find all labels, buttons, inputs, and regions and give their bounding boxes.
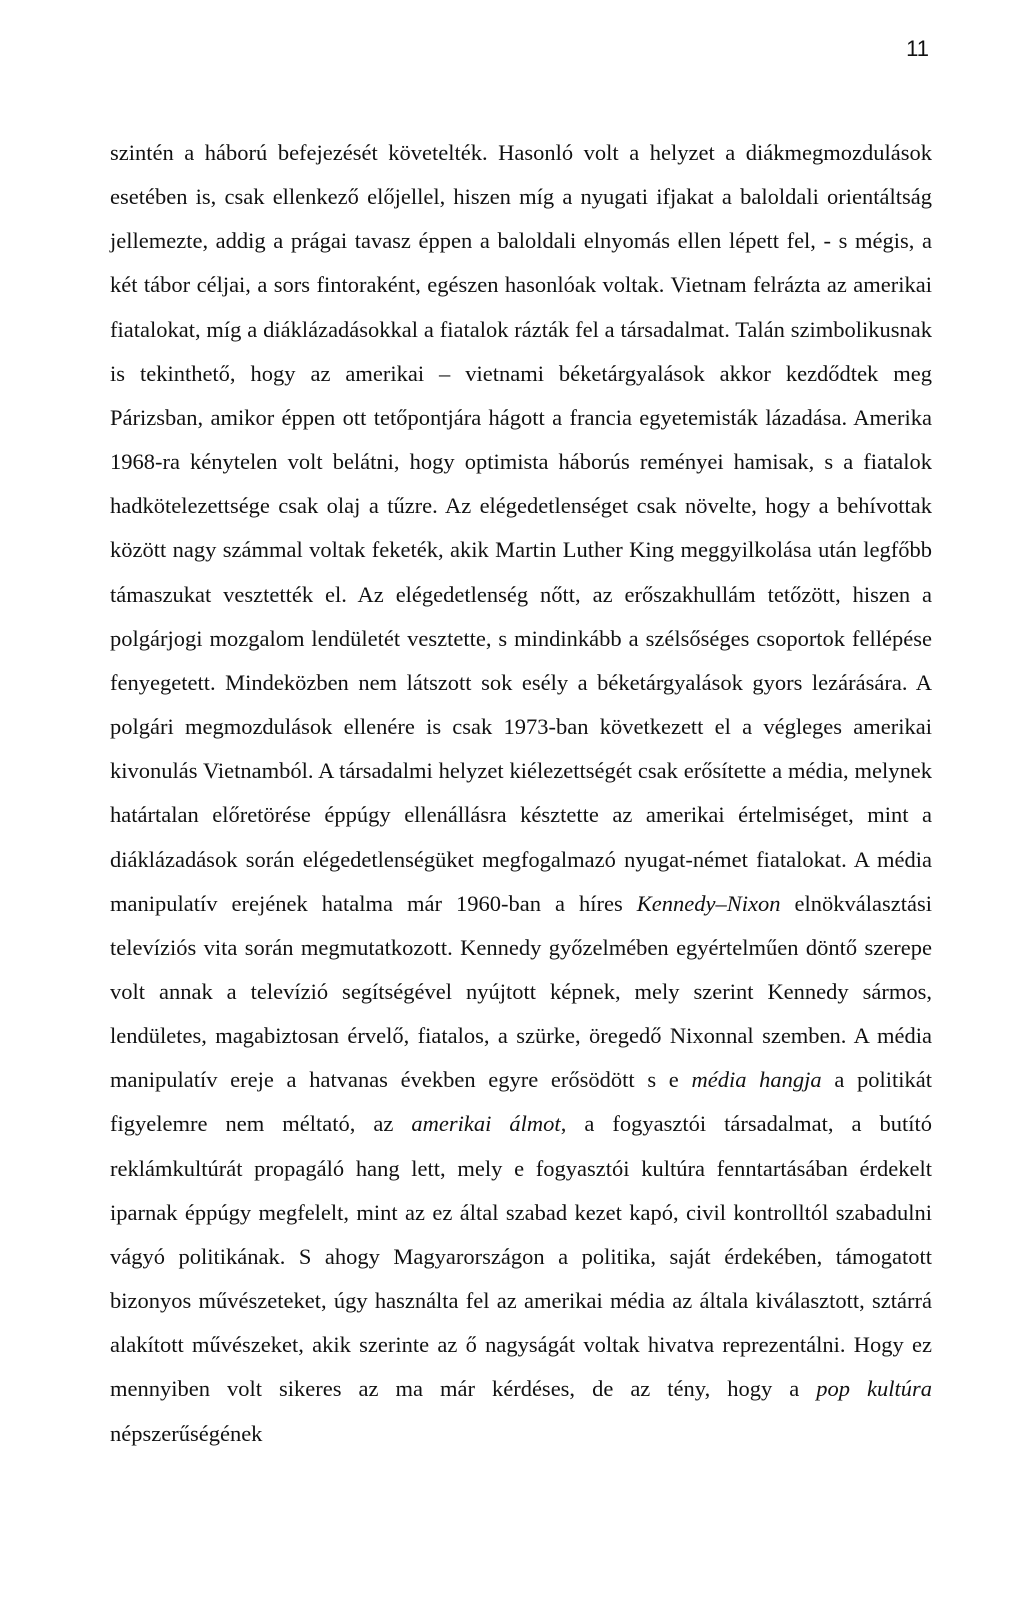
page-number: 11 (906, 36, 929, 61)
body-paragraph (110, 131, 932, 1456)
italic-phrase: média hangja (691, 1067, 822, 1093)
text-segment: szintén a háború befejezését követelték. Hasonló volt a helyzet a diákmegmozdulások esetében is, csak ellenkező előjellel, hiszen míg a nyugati ifjakat a baloldali orientáltság jellemezte, addig a prágai tavasz éppen a baloldali elnyomás ellen lépett fel, - s mégis, a két tábor céljai, a sors fintoraként, egészen hasonlóak voltak. Vietnam felrázta az amerikai fiatalokat, míg a diáklázadásokkal a fiatalok rázták fel a társadalmat. Talán szimbolikusnak is tekinthető, hogy az amerikai – vietnami béketárgyalások akkor kezdődtek meg Párizsban, amikor éppen ott tetőpontjára hágott a francia egyetemisták lázadása. Amerika 1968-ra kénytelen volt belátni, hogy optimista háborús reményei hamisak, s a fiatalok hadkötelezettsége csak olaj a tűzre. Az elégedetlenséget csak növelte, hogy a behívottak között nagy számmal voltak feketék, akik Martin Luther King meggyilkolása után legfőbb támaszukat vesztették el. Az elégedetlenség nőtt, az erőszakhullám tetőzött, hiszen a polgárjogi mozgalom lendületét vesztette, s mindinkább a szélsőséges csoportok fellépése fenyegetett. Mindeközben nem látszott sok esély a béketárgyalások gyors lezárására. A polgári megmozdulások ellenére is csak 1973-ban következett el a végleges amerikai kivonulás Vietnamból. A társadalmi helyzet kiélezettségét csak erősítette a média, melynek határtalan előretörése éppúgy ellenállásra késztette az amerikai értelmiséget, mint a diáklázadások során elégedetlenségüket megfogalmazó nyugat-német fiatalokat. A média manipulatív erejének hatalma már 1960-ban a híres (110, 140, 932, 916)
text-segment: a politikát figyelemre nem méltató, az (110, 1067, 933, 1137)
text-segment: , a fogyasztói társadalmat, a butító reklámkultúrát propagáló hang lett, mely e fogyasztói kultúra fenntartásában érdekelt iparnak éppúgy megfelelt, mint az ez által szabad kezet kapó, civil kontrolltól szabadulni vágyó politikának. S ahogy Magyarországon a politika, saját érdekében, támogatott bizonyos művészeteket, úgy használta fel az amerikai média az általa kiválasztott, sztárrá alakított művészeket, akik szerinte az ő nagyságát voltak hivatva reprezentálni. Hogy ez mennyiben volt sikeres az ma már kérdéses, de az tény, hogy a (110, 1111, 933, 1402)
italic-phrase: amerikai álmot (411, 1111, 561, 1137)
text-segment: elnökválasztási televíziós vita során megmutatkozott. Kennedy győzelmében egyértelműen döntő szerepe volt annak a televízió segítségével nyújtott képnek, mely szerint Kennedy sármos, lendületes, magabiztosan érvelő, fiatalos, a szürke, öregedő Nixonnal szemben. A média manipulatív ereje a hatvanas években egyre erősödött s e (110, 890, 932, 1093)
italic-phrase: Kennedy–Nixon (636, 890, 781, 916)
text-segment: népszerűségének (110, 1420, 263, 1446)
italic-phrase: pop kultúra (816, 1376, 932, 1402)
